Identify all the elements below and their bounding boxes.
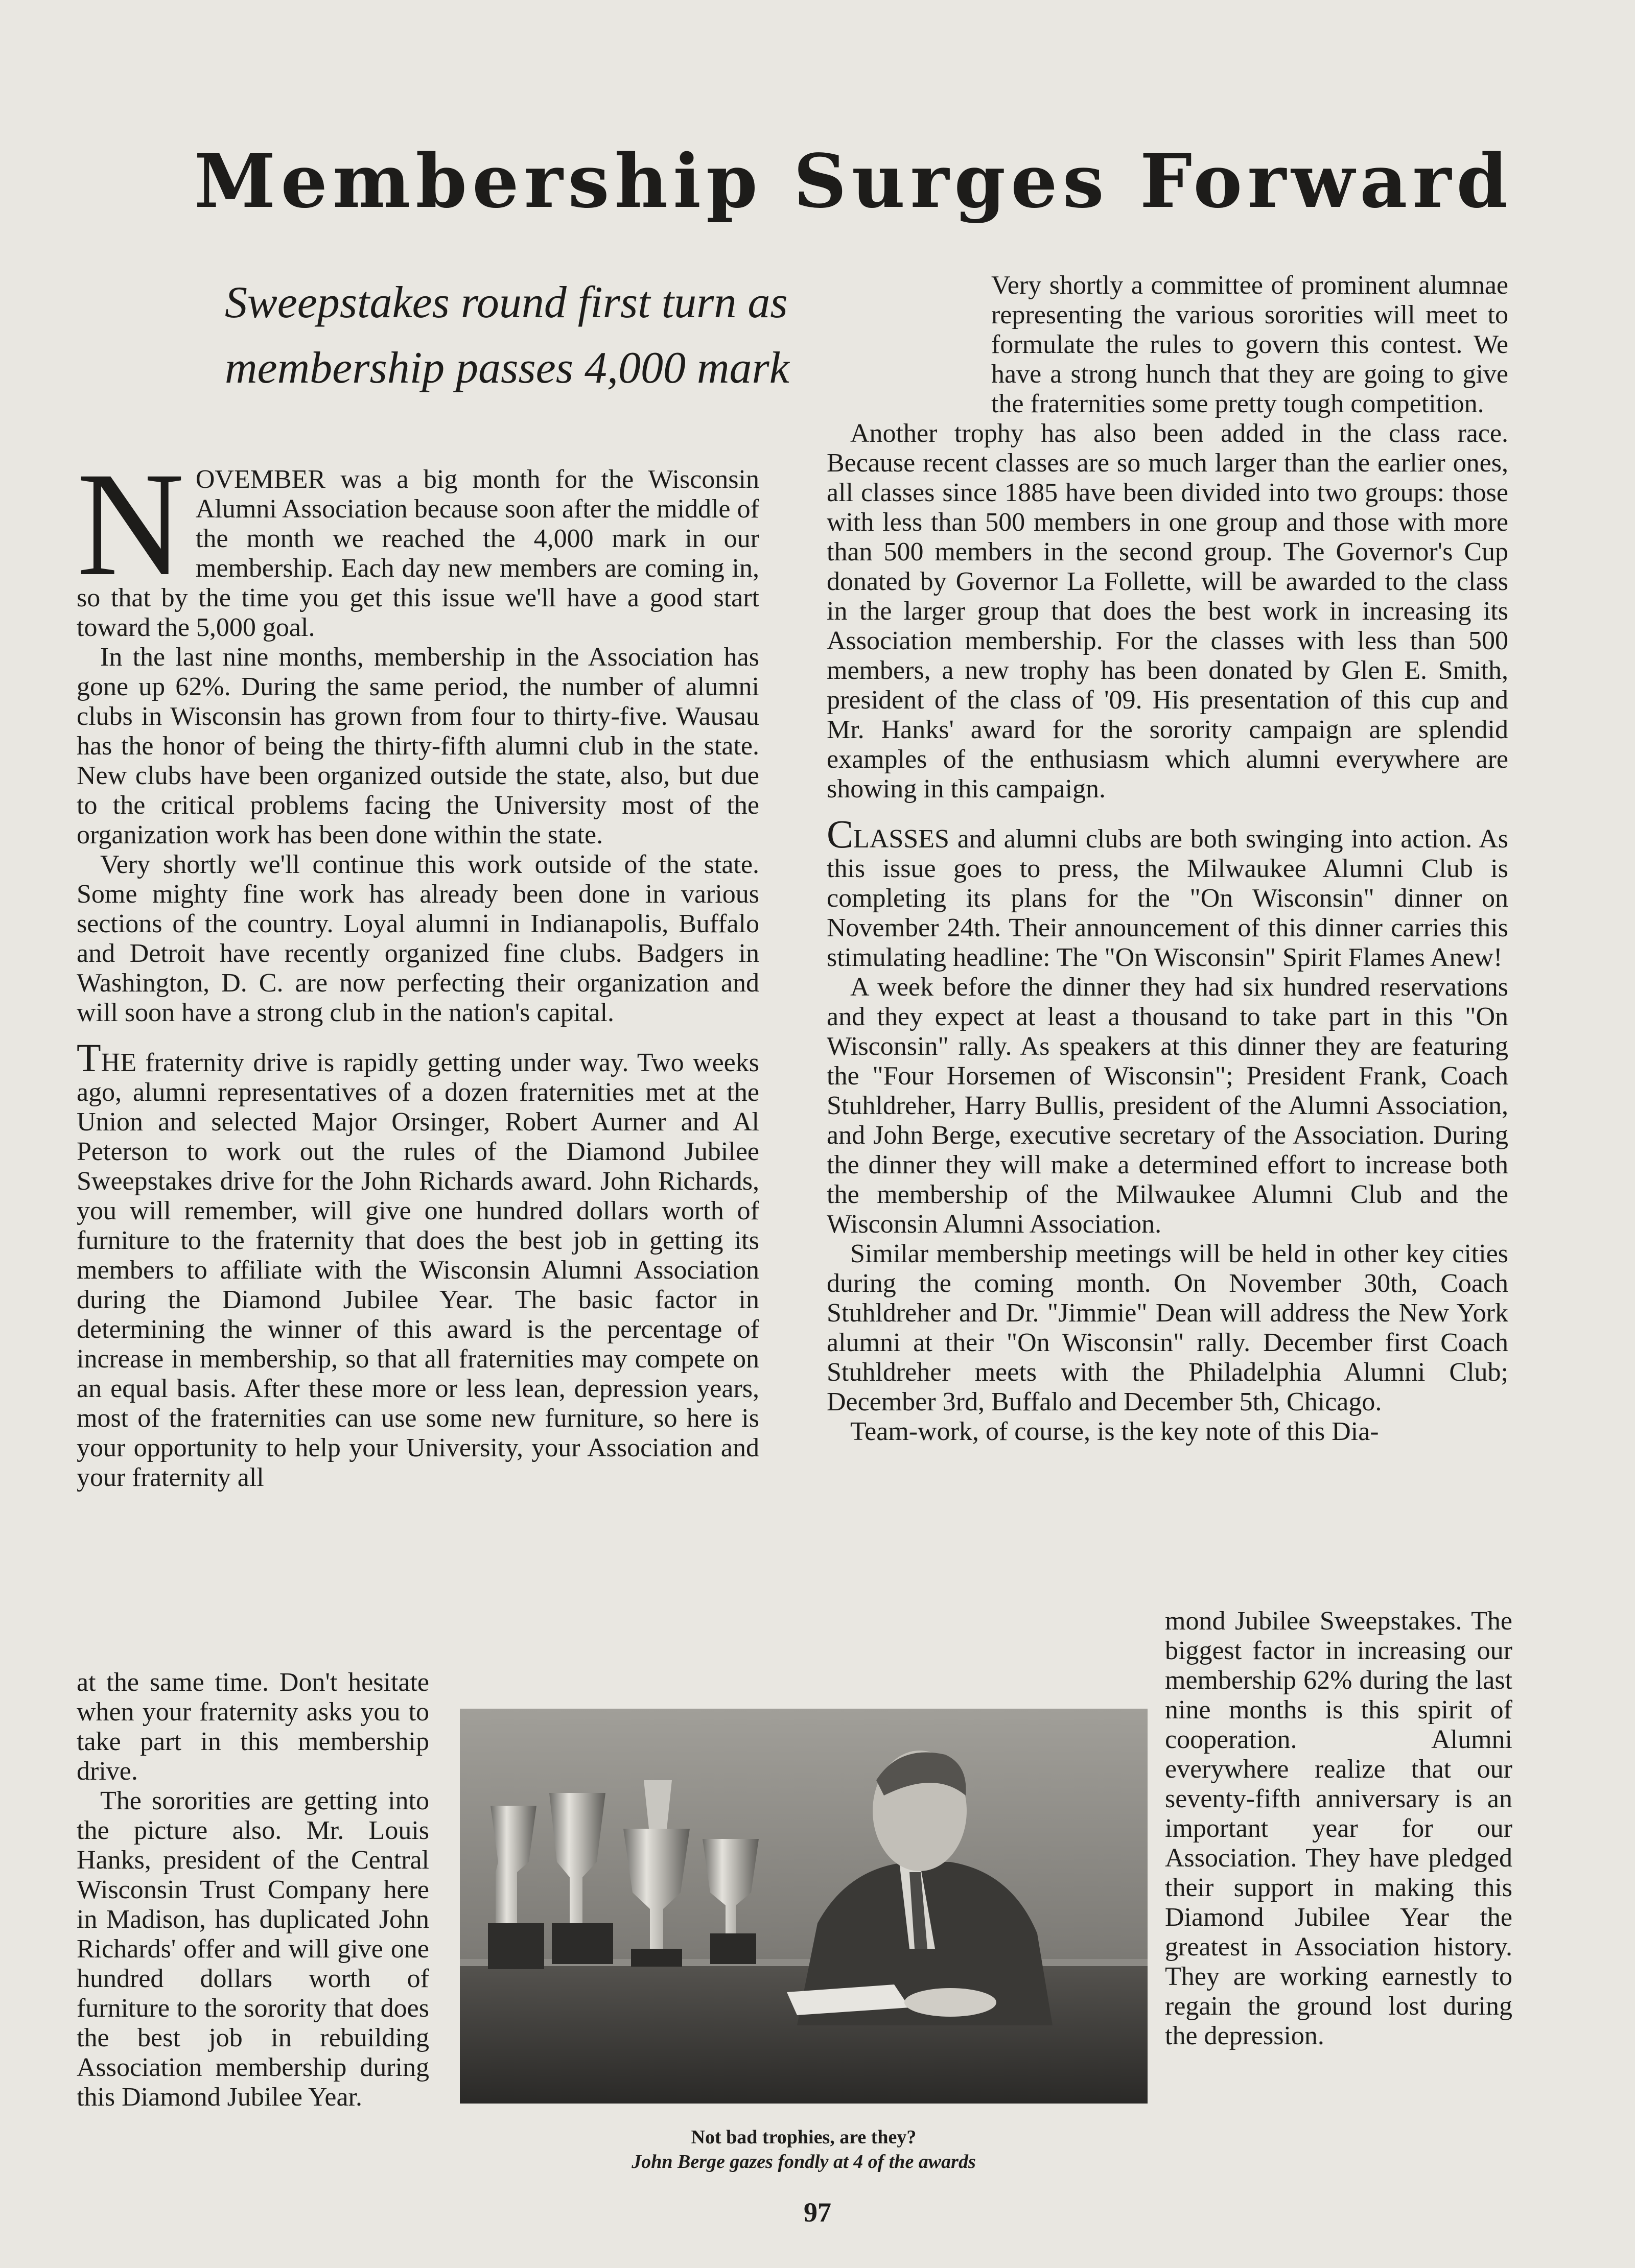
paragraph-7: Very shortly a committee of prominent alumnae representing the various sororities will meet to formulate the rules to govern this contest. We have a strong hunch that they are going to give the fraternities some pretty tough competition. <box>991 271 1508 418</box>
paragraph-8: Another trophy has also been added in the class race. Because recent classes are so much larger than the earlier ones, all classes since 1885 have been divided into two groups: those with less than 500 members in one group and those with more than 500 members in the second group. The Governor's Cup donated by Governor La Follette, will be awarded to the class in the larger group that does the best work in increasing its Association membership. For the classes with less than 500 members, a new trophy has been donated by Glen E. Smith, president of the class of '09. His presentation of this cup and Mr. Hanks' award for the sorority campaign are splendid examples of the enthusiasm which alumni everywhere are showing in this campaign. <box>827 419 1508 804</box>
subtitle-line-2: membership passes 4,000 mark <box>225 343 789 393</box>
paragraph-2: In the last nine months, membership in the Association has gone up 62%. During the same period, the number of alumni clubs in Wisconsin has grown from four to thirty-five. Wausau has the honor of being the thirty-fifth alumni club in the state. New clubs have been organized outside the state, also, but due to the critical problems facing the University most of the organization work has been done within the state. <box>77 643 759 849</box>
paragraph-3: Very shortly we'll continue this work outside of the state. Some mighty fine work has already been done in various sections of the country. Loyal alumni in Indianapolis, Buffalo and Detroit have recently organized fine clubs. Badgers in Washington, D. C. are now perfecting their organization and will soon have a strong club in the nation's capital. <box>77 850 759 1027</box>
page-number: 97 <box>804 2197 831 2228</box>
paragraph-11: Similar membership meetings will be held in other key cities during the coming month. On November 30th, Coach Stuhldreher and Dr. "Jimmie" Dean will address the New York alumni at their "On Wisconsin" rally. December first Coach Stuhldreher meets with the Philadelphia Alumni Club; December 3rd, Buffalo and December 5th, Chicago. <box>827 1239 1508 1416</box>
paragraph-13: mond Jubilee Sweepstakes. The biggest factor in increasing our membership 62% during the last nine months is this spirit of cooperation. Alumni everywhere realize that our seventy-fifth anniversary is an important year for our Association. They have pledged their support in making this Diamond Jubilee Year the greatest in Association history. They are working earnestly to regain the ground lost during the depression. <box>1165 1606 1512 2050</box>
right-column <box>827 271 1508 1447</box>
caption-line-2: John Berge gazes fondly at 4 of the awards <box>632 2151 976 2172</box>
paragraph-5: at the same time. Don't hesitate when your fraternity asks you to take part in this membership drive. <box>77 1668 429 1786</box>
paragraph-1: NOVEMBER was a big month for the Wisconsin Alumni Association because soon after the middle of the month we reached the 4,000 mark in our membership. Each day new members are coming in, so that by the time you get this issue we'll have a good start toward the 5,000 goal. <box>77 442 759 642</box>
paragraph-12: Team-work, of course, is the key note of this Dia- <box>850 1417 1379 1446</box>
subtitle-line-1: Sweepstakes round first turn as <box>225 278 788 327</box>
right-narrow-column <box>1165 1606 1512 2051</box>
left-narrow-column <box>77 1668 429 2112</box>
paragraph-9: CLASSES and alumni clubs are both swinging into action. As this issue goes to press, the Milwaukee Alumni Club is completing its plans for the "On Wisconsin" dinner on November 24th. Their announcement of this dinner carries this stimulating headline: The "On Wisconsin" Spirit Flames Anew! <box>827 812 1508 972</box>
paragraph-6: The sororities are getting into the picture also. Mr. Louis Hanks, president of the Central Wisconsin Trust Company here in Madison, has duplicated John Richards' offer and will give one hundred dollars worth of furniture to the sorority that does the best job in rebuilding Association membership during this Diamond Jubilee Year. <box>77 1786 429 2112</box>
trophies-photo <box>460 1709 1148 2104</box>
drop-cap: N <box>77 442 184 607</box>
photo-caption <box>460 2125 1148 2174</box>
caption-line-1: Not bad trophies, are they? <box>691 2127 917 2148</box>
article-title: Membership Surges Forward <box>194 138 1513 224</box>
photo-illustration <box>460 1709 1148 2104</box>
paragraph-10: A week before the dinner they had six hundred reservations and they expect at least a thousand to take part in this "On Wisconsin" rally. As speakers at this dinner they are featuring the "Four Horsemen of Wisconsin"; President Frank, Coach Stuhldreher, Harry Bullis, president of the Alumni Association, and John Berge, executive secretary of the Association. During the dinner they will make a determined effort to increase both the membership of the Milwaukee Alumni Club and the Wisconsin Alumni Association. <box>827 973 1508 1239</box>
paragraph-4: THE fraternity drive is rapidly getting under way. Two weeks ago, alumni representatives of a dozen fraternities met at the Union and selected Major Orsinger, Robert Aurner and Al Peterson to work out the rules of the Diamond Jubilee Sweepstakes drive for the John Richards award. John Richards, you will remember, will give one hundred dollars worth of furniture to the fraternity that does the best job in getting its members to affiliate with the Wisconsin Alumni Association during the Diamond Jubilee Year. The basic factor in determining the winner of this award is the percentage of increase in membership, so that all fraternities may compete on an equal basis. After these more or less lean, depression years, most of the fraternities can use some new furniture, so here is your opportunity to help your University, your Association and your fraternity all <box>77 1035 759 1492</box>
left-column <box>77 442 759 1493</box>
hands <box>904 1988 996 2017</box>
